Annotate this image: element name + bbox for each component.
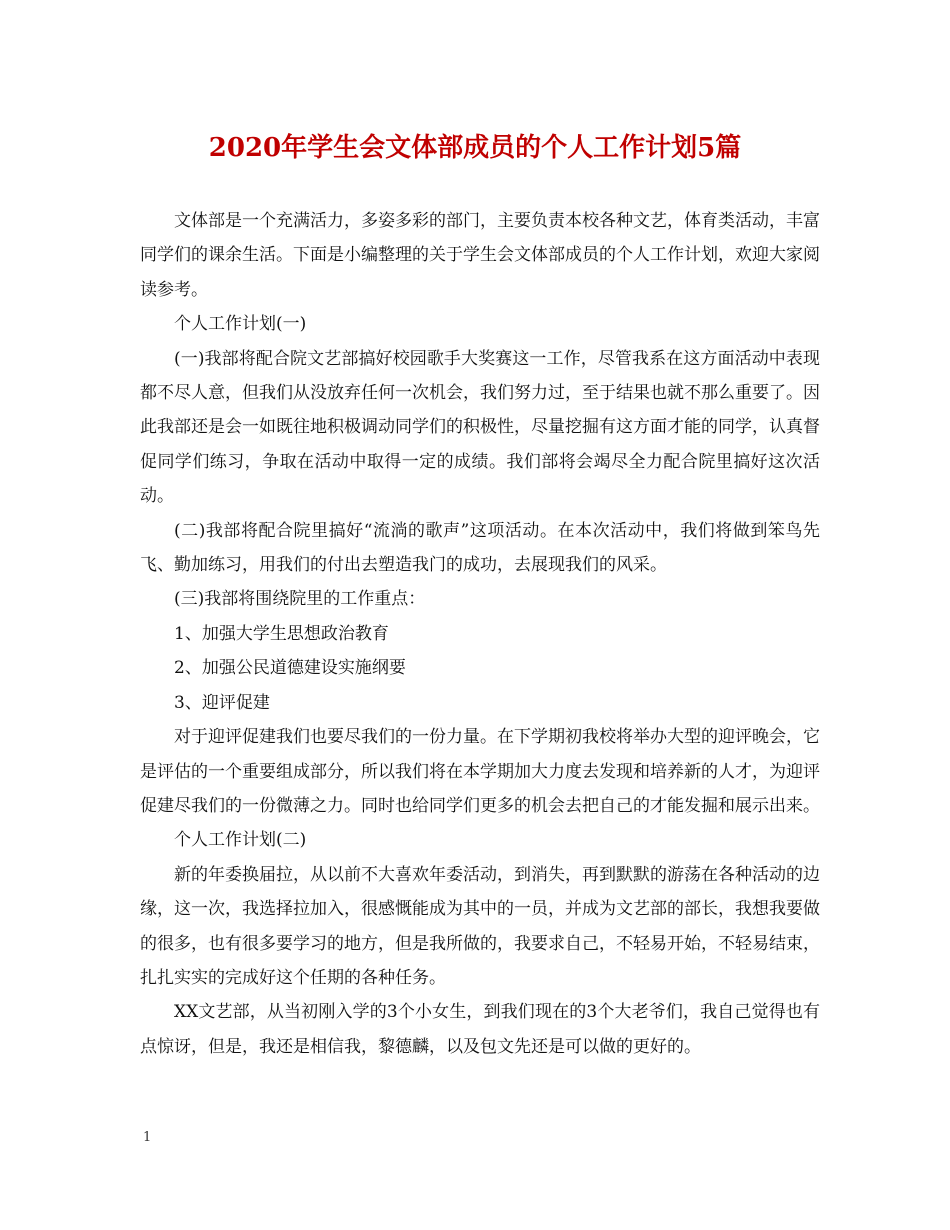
paragraph-item-2: (二)我部将配合院里搞好“流淌的歌声”这项活动。在本次活动中，我们将做到笨鸟先飞、勤加练习，用我们的付出去塑造我门的成功，去展现我们的风采。 [140, 520, 820, 576]
document-title: 2020年学生会文体部成员的个人工作计划5篇 [208, 133, 742, 163]
list-item-3: 3、迎评促建 [174, 692, 270, 713]
section-heading-plan-1: 个人工作计划(一) [174, 314, 307, 335]
paragraph-new-committee: 新的年委换届拉，从以前不大喜欢年委活动，到消失，再到默默的游荡在各种活动的边缘，这一次，我选择拉加入，很感慨能成为其中的一员，并成为文艺部的部长，我想我要做的很多，也有很多要学习的地方，但是我所做的，我要求自己，不轻易开始，不轻易结束，扎扎实实的完成好这个任期的各种任务。 [140, 864, 820, 988]
section-heading-plan-2: 个人工作计划(二) [174, 830, 307, 851]
paragraph-arts-department: XX文艺部，从当初刚入学的3个小女生，到我们现在的3个大老爷们，我自己觉得也有点惊讶，但是，我还是相信我，黎德麟，以及包文先还是可以做的更好的。 [140, 1002, 820, 1057]
list-item-1: 1、加强大学生思想政治教育 [174, 623, 389, 644]
list-item-2: 2、加强公民道德建设实施纲要 [174, 658, 406, 679]
paragraph-evaluation: 对于迎评促建我们也要尽我们的一份力量。在下学期初我校将举办大型的迎评晚会，它是评估的一个重要组成部分，所以我们将在本学期加大力度去发现和培养新的人才，为迎评促建尽我们的一份微薄之力。同时也给同学们更多的机会去把自己的才能发掘和展示出来。 [140, 727, 820, 816]
page-number: 1 [143, 1130, 152, 1145]
paragraph-item-3: (三)我部将围绕院里的工作重点： [174, 589, 426, 610]
paragraph-intro: 文体部是一个充满活力，多姿多彩的部门，主要负责本校各种文艺，体育类活动，丰富同学们的课余生活。下面是小编整理的关于学生会文体部成员的个人工作计划，欢迎大家阅读参考。 [140, 211, 820, 300]
document-body [140, 204, 820, 1064]
paragraph-item-1: (一)我部将配合院文艺部搞好校园歌手大奖赛这一工作，尽管我系在这方面活动中表现都不尽人意，但我们从没放弃任何一次机会，我们努力过，至于结果也就不那么重要了。因此我部还是会一如既往地积极调动同学们的积极性，尽量挖掘有这方面才能的同学，认真督促同学们练习，争取在活动中取得一定的成绩。我们部将会竭尽全力配合院里搞好这次活动。 [140, 348, 820, 507]
